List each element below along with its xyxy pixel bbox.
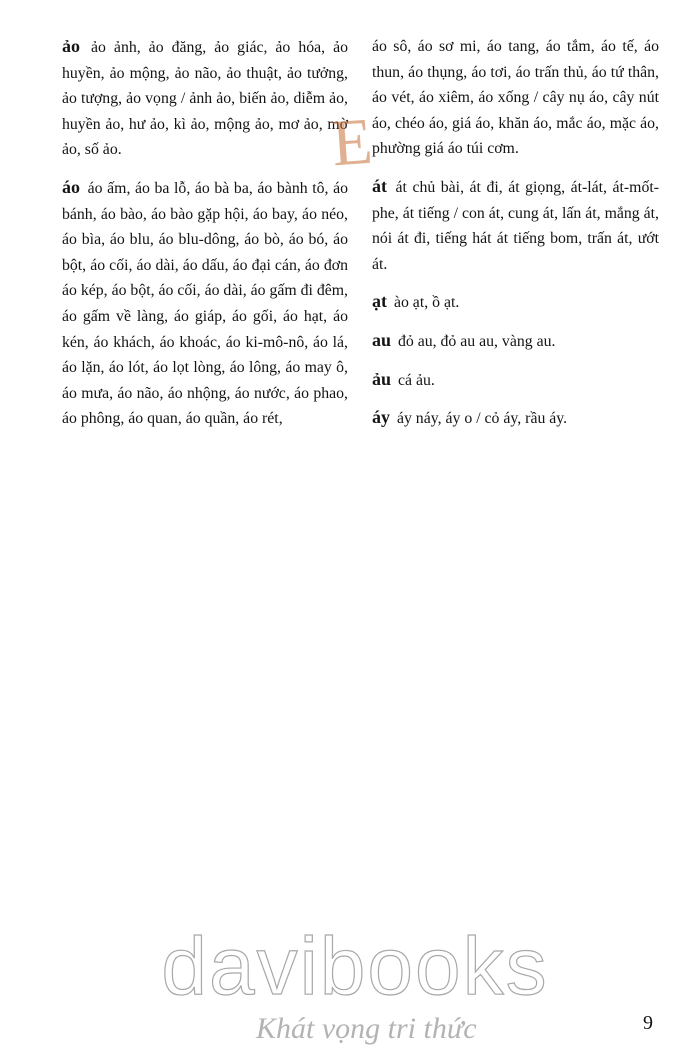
entry-text: cá ảu.: [397, 371, 435, 389]
headword: ảo: [62, 36, 80, 56]
stamp-mark: E: [329, 104, 375, 181]
watermark-tagline: Khát vọng tri thức: [256, 1012, 477, 1045]
dictionary-entry: [62, 175, 348, 432]
entry-text: đỏ au, đỏ au au, vàng au.: [397, 332, 556, 350]
entry-text: áo sô, áo sơ mi, áo tang, áo tắm, áo tế, áo thun, áo thụng, áo tơi, áo trấn thủ, áo tứ thân, áo vét, áo xiêm, áo xống / cây nụ áo, cây nút áo, chéo áo, giá áo, khăn áo, mắc áo, mặc áo, phường giá áo túi cơm.: [372, 38, 659, 158]
page-number: 9: [643, 1012, 653, 1034]
dictionary-entry: [372, 405, 659, 432]
dictionary-entry: [372, 174, 659, 277]
left-column: [62, 34, 348, 444]
headword: au: [372, 329, 392, 350]
dictionary-entry: [372, 328, 659, 355]
dictionary-entry: [62, 34, 348, 163]
headword: át: [372, 175, 387, 196]
headword: ảu: [372, 368, 392, 389]
entry-text: áo ấm, áo ba lỗ, áo bà ba, áo bành tô, áo bánh, áo bào, áo bào gặp hội, áo bay, áo néo, áo bìa, áo blu, áo blu-dông, áo bò, áo bó, áo bột, áo cối, áo dài, áo dấu, áo đại cán, áo đơn áo kép, áo bột, áo cối, áo dài, áo gấm đi đêm, áo gấm về làng, áo giáp, áo gối, áo hạt, áo kén, áo khách, áo khoác, áo ki-mô-nô, áo lá, áo lặn, áo lót, áo lọt lòng, áo lông, áo may ô, áo mưa, áo não, áo nhộng, áo nước, áo phao, áo phông, áo quan, áo quần, áo rét,: [62, 179, 349, 428]
watermark-logo: davibooks: [161, 921, 549, 1012]
dictionary-entry: [372, 289, 659, 316]
right-column: [372, 34, 659, 444]
dictionary-entry-continued: [372, 34, 659, 162]
headword: áy: [372, 407, 390, 428]
dictionary-entry: [372, 367, 659, 394]
entry-text: áy náy, áy o / cỏ áy, rầu áy.: [396, 410, 568, 428]
entry-text: ảo ảnh, ảo đăng, ảo giác, ảo hóa, ảo huyền, ảo mộng, ảo não, ảo thuật, ảo tưởng, ảo tượng, ảo vọng / ảnh ảo, biến ảo, diễm ảo, huyền ảo, hư ảo, kì ảo, mộng ảo, mơ ảo, mờ ảo, số ảo.: [62, 39, 349, 159]
entry-text: ào ạt, ồ ạt.: [393, 294, 460, 312]
headword: ạt: [372, 291, 387, 312]
entry-text: át chủ bài, át đi, át giọng, át-lát, át-mốt-phe, át tiếng / con át, cung át, lấn át, mắng át, nói át đi, tiếng hát át tiếng bom, trấn át, ướt át.: [372, 178, 660, 273]
headword: áo: [62, 176, 80, 197]
